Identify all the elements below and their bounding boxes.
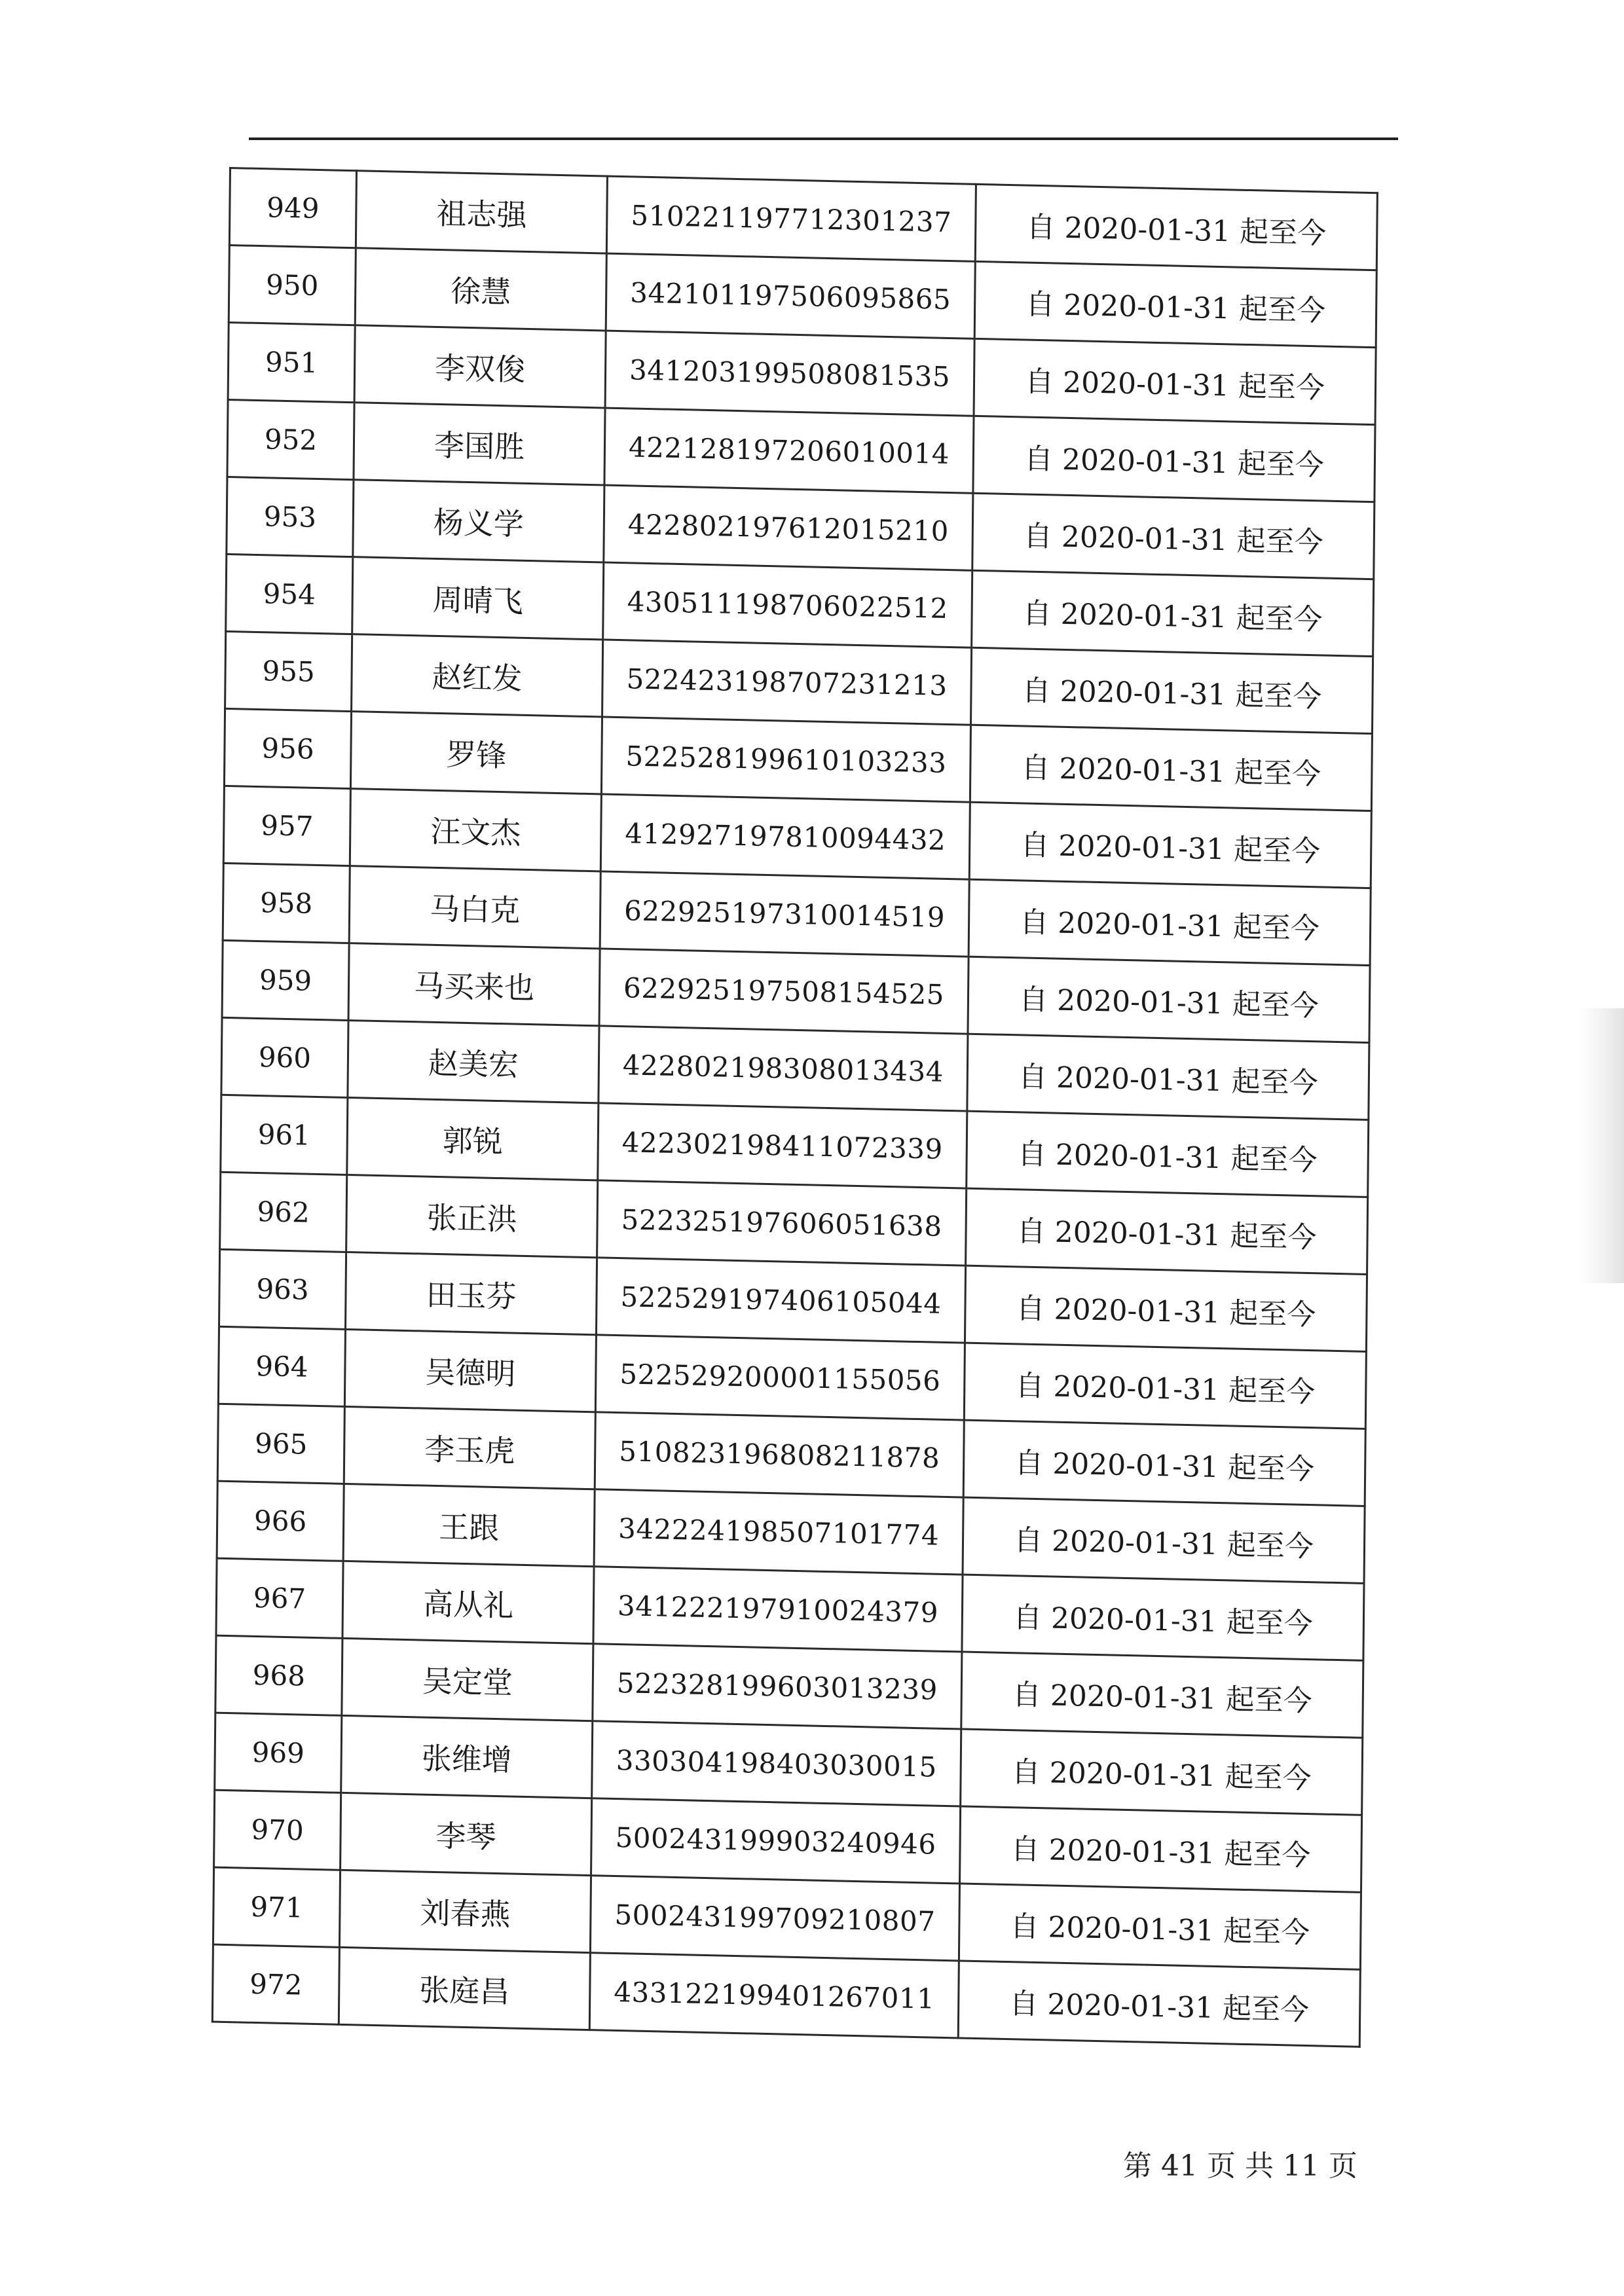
row-number-cell: 972: [212, 1944, 339, 2024]
row-number-cell: 971: [213, 1867, 340, 1947]
period-cell: 自 2020-01-31 起至今: [961, 1652, 1363, 1738]
row-number-cell: 964: [218, 1326, 345, 1406]
period-cell: 自 2020-01-31 起至今: [974, 261, 1376, 347]
row-number-cell: 957: [223, 786, 350, 866]
name-cell: 张庭昌: [339, 1947, 590, 2030]
period-cell: 自 2020-01-31 起至今: [972, 493, 1375, 579]
name-cell: 刘春燕: [339, 1870, 591, 1952]
period-cell: 自 2020-01-31 起至今: [972, 570, 1374, 656]
name-cell: 张正洪: [346, 1175, 598, 1257]
name-cell: 郭锐: [347, 1098, 599, 1180]
name-cell: 张维增: [341, 1715, 593, 1798]
name-cell: 李国胜: [354, 403, 605, 485]
table-body: [212, 168, 1377, 2047]
id-number-cell: 522528199610103233: [601, 717, 970, 802]
row-number-cell: 949: [229, 168, 356, 248]
name-cell: 田玉芬: [345, 1252, 597, 1334]
period-cell: 自 2020-01-31 起至今: [963, 1420, 1365, 1506]
name-cell: 罗锋: [350, 712, 602, 794]
row-number-cell: 965: [217, 1404, 344, 1484]
period-cell: 自 2020-01-31 起至今: [974, 338, 1376, 424]
row-number-cell: 968: [215, 1635, 342, 1715]
scan-edge-shadow: [1578, 1008, 1624, 1283]
id-number-cell: 522325197606051638: [597, 1180, 967, 1266]
id-number-cell: 342224198507101774: [594, 1489, 963, 1575]
period-cell: 自 2020-01-31 起至今: [964, 1343, 1366, 1429]
period-cell: 自 2020-01-31 起至今: [958, 1961, 1360, 2047]
page-number: 第 41 页 共 11 页: [1123, 2149, 1357, 2183]
period-cell: 自 2020-01-31 起至今: [963, 1497, 1365, 1583]
name-cell: 赵美宏: [348, 1021, 599, 1103]
period-cell: 自 2020-01-31 起至今: [975, 184, 1377, 270]
id-number-cell: 522423198707231213: [602, 640, 972, 725]
row-number-cell: 970: [214, 1790, 341, 1870]
row-number-cell: 955: [225, 631, 352, 711]
id-number-cell: 412927197810094432: [600, 794, 970, 879]
name-cell: 杨义学: [353, 480, 604, 562]
period-cell: 自 2020-01-31 起至今: [960, 1806, 1362, 1892]
id-number-cell: 500243199903240946: [591, 1798, 961, 1884]
name-cell: 马买来也: [348, 943, 600, 1026]
name-cell: 李双俊: [354, 325, 606, 408]
row-number-cell: 952: [227, 399, 354, 479]
period-cell: 自 2020-01-31 起至今: [965, 1266, 1367, 1351]
name-cell: 李玉虎: [344, 1406, 595, 1489]
id-number-cell: 342101197506095865: [606, 253, 975, 338]
id-number-cell: 622925197310014519: [600, 871, 969, 957]
period-cell: 自 2020-01-31 起至今: [969, 802, 1371, 888]
row-number-cell: 960: [221, 1017, 348, 1097]
name-cell: 吴德明: [344, 1329, 596, 1412]
header-rule: [249, 137, 1398, 140]
period-cell: 自 2020-01-31 起至今: [962, 1575, 1364, 1660]
period-cell: 自 2020-01-31 起至今: [968, 957, 1370, 1042]
period-cell: 自 2020-01-31 起至今: [970, 725, 1372, 811]
name-cell: 徐慧: [355, 248, 606, 331]
id-number-cell: 522328199603013239: [593, 1644, 962, 1729]
row-number-cell: 962: [220, 1172, 347, 1252]
id-number-cell: 510823196808211878: [595, 1412, 964, 1497]
row-number-cell: 961: [221, 1095, 348, 1175]
period-cell: 自 2020-01-31 起至今: [967, 1111, 1369, 1197]
id-number-cell: 422302198411072339: [598, 1103, 967, 1188]
row-number-cell: 969: [215, 1713, 342, 1793]
id-number-cell: 330304198403030015: [592, 1721, 961, 1806]
name-cell: 高从礼: [342, 1561, 594, 1643]
period-cell: 自 2020-01-31 起至今: [959, 1884, 1361, 1969]
id-number-cell: 622925197508154525: [599, 949, 969, 1034]
id-number-cell: 341203199508081535: [605, 331, 974, 416]
id-number-cell: 510221197712301237: [606, 176, 976, 261]
id-number-cell: 422128197206010014: [604, 408, 974, 493]
id-number-cell: 430511198706022512: [603, 562, 972, 647]
period-cell: 自 2020-01-31 起至今: [961, 1729, 1363, 1815]
name-cell: 汪文杰: [350, 789, 601, 871]
row-number-cell: 959: [222, 940, 349, 1020]
id-number-cell: 422802198308013434: [599, 1026, 968, 1111]
id-number-cell: 341222197910024379: [593, 1567, 963, 1652]
id-number-cell: 500243199709210807: [590, 1876, 959, 1961]
period-cell: 自 2020-01-31 起至今: [973, 416, 1375, 501]
id-number-cell: 522529200001155056: [595, 1335, 965, 1420]
record-table: [212, 167, 1378, 2048]
name-cell: 马白克: [349, 866, 600, 949]
period-cell: 自 2020-01-31 起至今: [967, 1034, 1369, 1120]
period-cell: 自 2020-01-31 起至今: [969, 879, 1371, 965]
name-cell: 周晴飞: [352, 557, 604, 640]
row-number-cell: 953: [227, 477, 354, 556]
id-number-cell: 422802197612015210: [604, 485, 973, 570]
row-number-cell: 954: [226, 554, 353, 634]
row-number-cell: 967: [216, 1558, 343, 1638]
id-number-cell: 522529197406105044: [596, 1258, 965, 1343]
name-cell: 李琴: [341, 1793, 592, 1875]
name-cell: 赵红发: [352, 634, 603, 717]
id-number-cell: 433122199401267011: [589, 1953, 959, 2038]
name-cell: 王跟: [343, 1484, 595, 1566]
row-number-cell: 958: [223, 863, 350, 943]
row-number-cell: 950: [229, 246, 356, 325]
row-number-cell: 963: [219, 1249, 346, 1329]
period-cell: 自 2020-01-31 起至今: [971, 647, 1373, 733]
period-cell: 自 2020-01-31 起至今: [966, 1188, 1368, 1274]
name-cell: 祖志强: [356, 171, 607, 253]
row-number-cell: 956: [224, 708, 351, 788]
name-cell: 吴定堂: [342, 1638, 593, 1721]
row-number-cell: 966: [217, 1481, 344, 1561]
row-number-cell: 951: [228, 322, 355, 402]
